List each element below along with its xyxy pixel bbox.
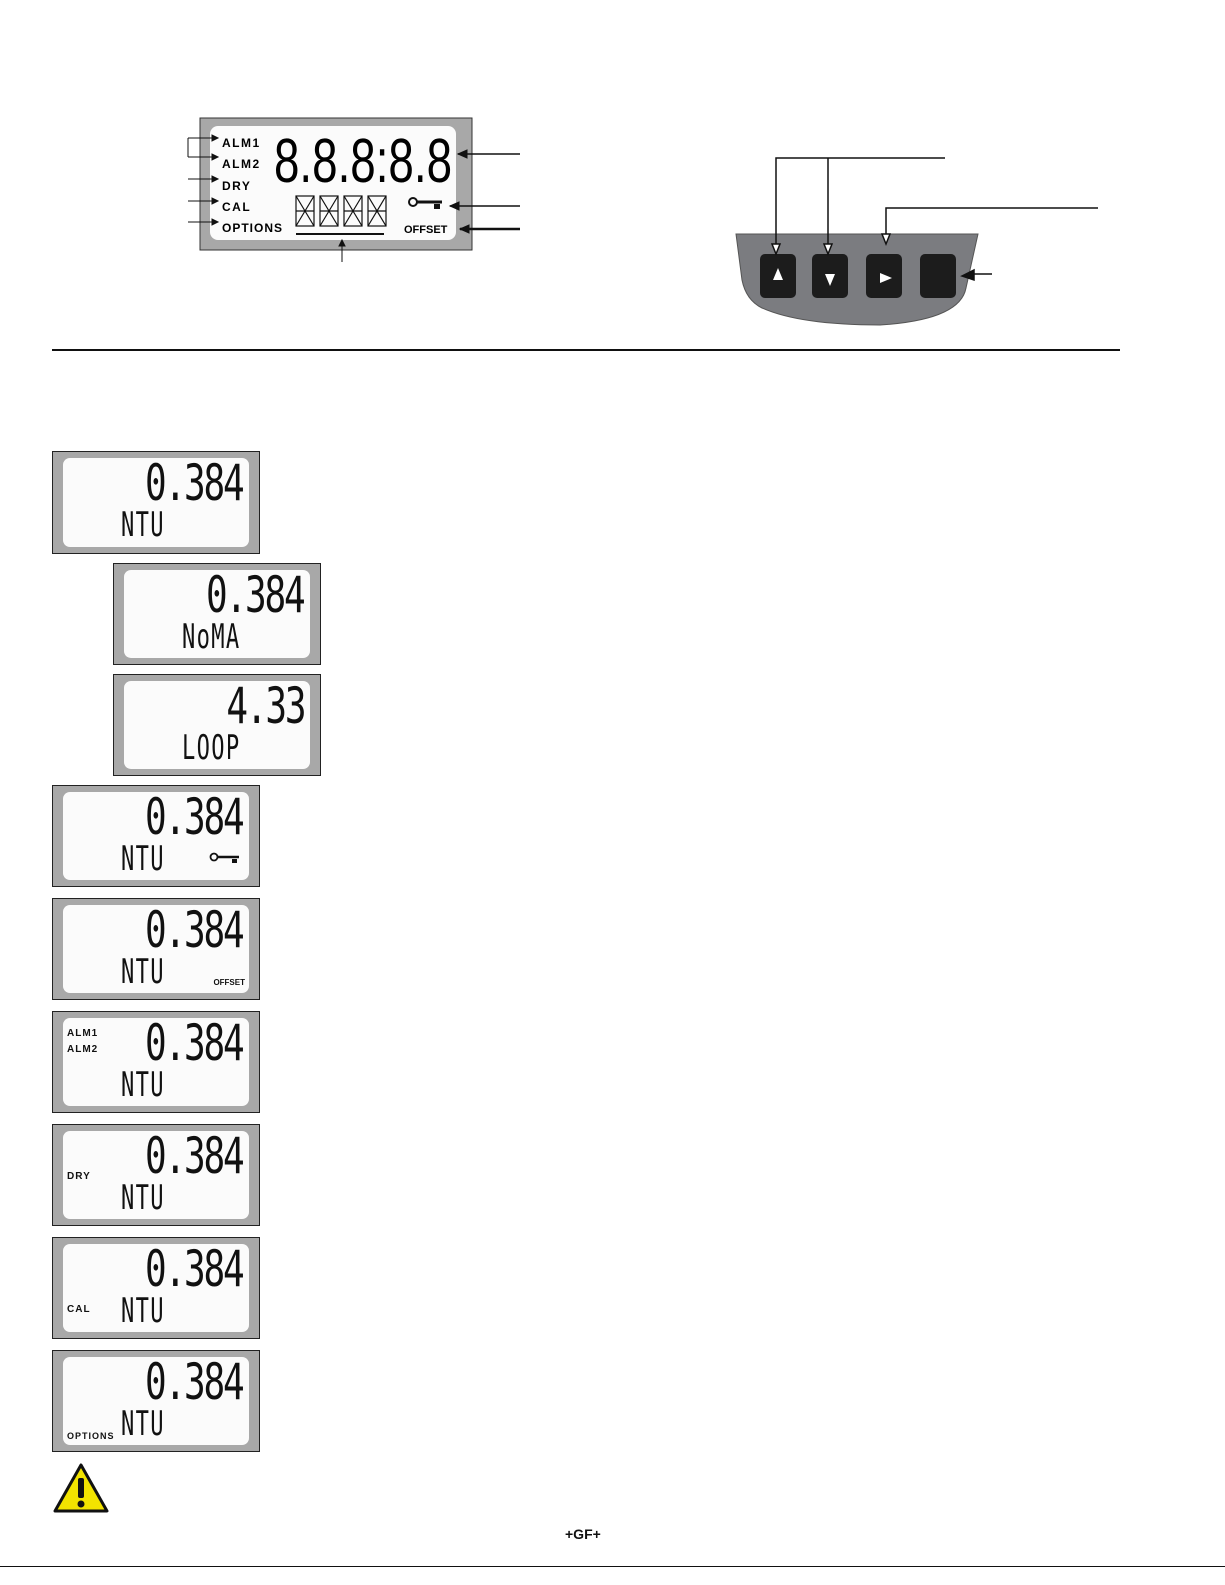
lcd-example-loop — [113, 674, 321, 776]
units-label: LOOP — [182, 728, 241, 768]
lcd-example-key — [52, 785, 260, 887]
alarm-indicator: ALM1 ALM2 — [67, 1028, 99, 1055]
gf-logo: +GF+ — [565, 1526, 601, 1542]
measurement-value: 4.33 — [225, 677, 304, 735]
section-divider — [52, 349, 1120, 351]
measurement-value: 0.384 — [145, 1127, 243, 1185]
dry-indicator: DRY — [67, 1171, 91, 1182]
indicator-alm1: ALM1 — [222, 136, 261, 150]
indicator-dry: DRY — [222, 179, 252, 193]
warning-icon — [52, 1462, 110, 1514]
units-label: NTU — [121, 1291, 165, 1331]
main-digits: 8.8.8:8.8 — [274, 127, 452, 196]
measurement-value: 0.384 — [145, 1353, 243, 1411]
key-icon — [209, 852, 241, 866]
indicator-alm2: ALM2 — [222, 157, 261, 171]
lcd-example-alarm — [52, 1011, 260, 1113]
units-label: NTU — [121, 1404, 165, 1444]
measurement-value: 0.384 — [145, 788, 243, 846]
indicator-cal: CAL — [222, 200, 252, 214]
units-label: NTU — [121, 505, 165, 545]
measurement-value: 0.384 — [145, 454, 243, 512]
lcd-example-dry — [52, 1124, 260, 1226]
enter-key[interactable] — [920, 254, 956, 298]
units-label: NTU — [121, 839, 165, 879]
measurement-value: 0.384 — [206, 566, 304, 624]
measurement-value: 0.384 — [145, 1014, 243, 1072]
options-indicator: OPTIONS — [67, 1431, 115, 1441]
units-label: NTU — [121, 952, 165, 992]
offset-indicator: OFFSET — [213, 978, 245, 987]
lcd-example-offset — [52, 898, 260, 1000]
lcd-overview-diagram — [170, 110, 530, 270]
offset-label: OFFSET — [404, 224, 448, 236]
lcd-example-noma — [113, 563, 321, 665]
measurement-value: 0.384 — [145, 901, 243, 959]
footer-rule — [0, 1566, 1225, 1567]
indicator-options: OPTIONS — [222, 221, 284, 235]
measurement-value: 0.384 — [145, 1240, 243, 1298]
lcd-example-ntu — [52, 451, 260, 554]
units-label: NTU — [121, 1065, 165, 1105]
units-label: NTU — [121, 1178, 165, 1218]
cal-indicator: CAL — [67, 1304, 91, 1315]
lcd-example-options — [52, 1350, 260, 1452]
lcd-example-cal — [52, 1237, 260, 1339]
keypad-diagram — [730, 150, 1110, 335]
units-label: NoMA — [182, 617, 241, 657]
